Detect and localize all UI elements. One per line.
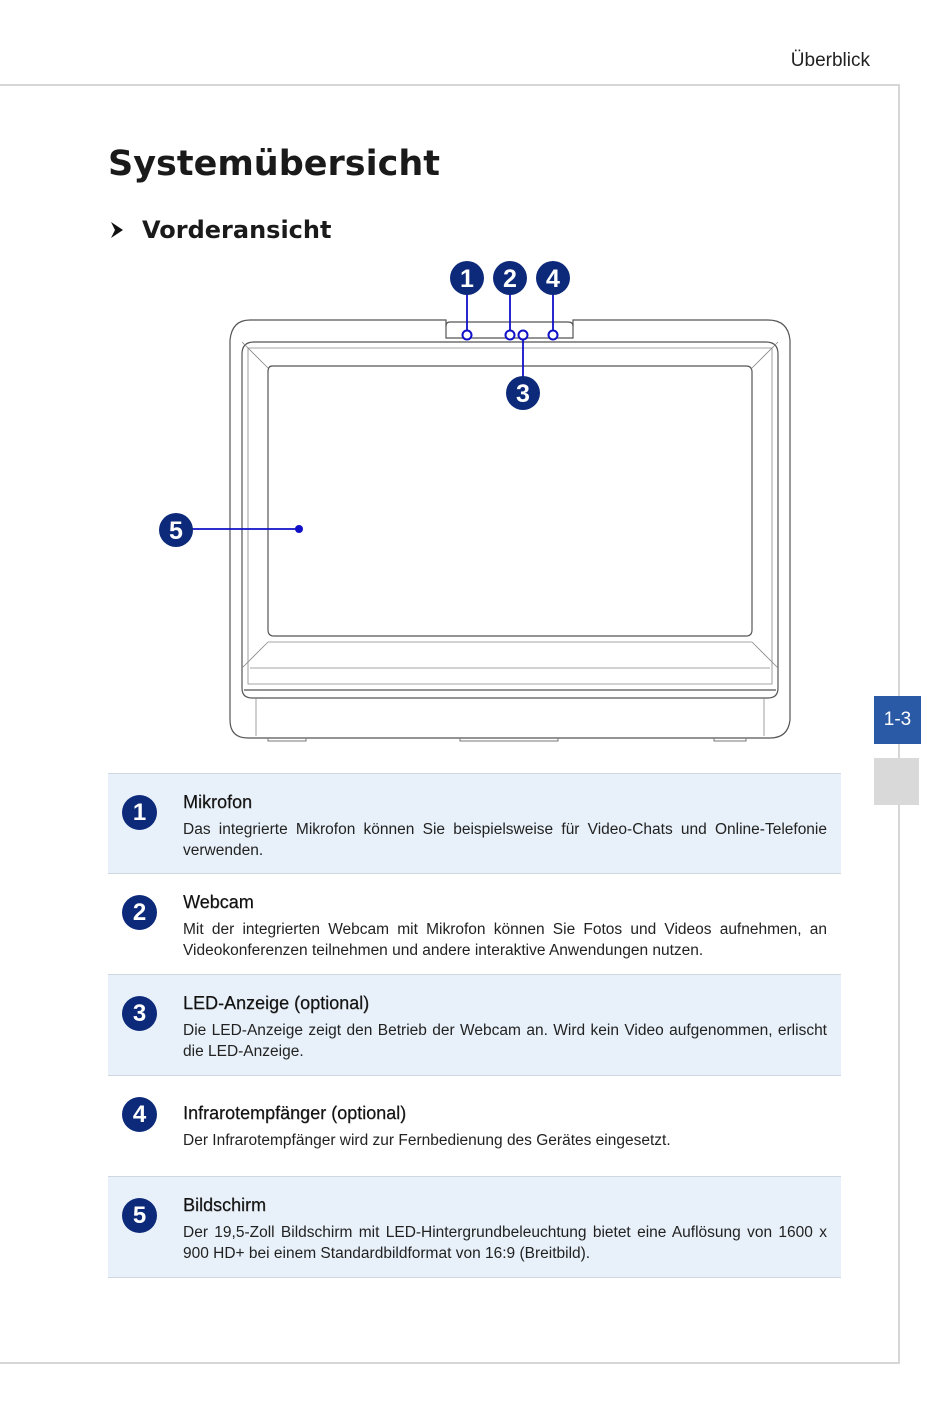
item-description: Die LED-Anzeige zeigt den Betrieb der Webcam an. Wird kein Video aufgenommen, erlischt die LED-Anzeige.: [183, 1022, 827, 1060]
list-item: [108, 975, 841, 1076]
side-tab-placeholder: [874, 758, 919, 805]
screen-indicator: [295, 525, 303, 533]
section-heading-label: Vorderansicht: [142, 216, 332, 244]
callout-badge-1: [450, 261, 484, 295]
component-list: [108, 773, 841, 1278]
svg-text:5: 5: [169, 517, 183, 545]
item-title: Bildschirm: [183, 1195, 267, 1215]
item-title: LED-Anzeige (optional): [183, 993, 370, 1013]
item-description: Mit der integrierten Webcam mit Mikrofon können Sie Fotos und Videos aufnehmen, an Videokonferenzen teilnehmen und andere interaktive Anwendungen nutzen.: [183, 921, 827, 959]
item-description: Der 19,5-Zoll Bildschirm mit LED-Hintergrundbeleuchtung bietet eine Auflösung von 1600 x 900 HD+ bei einem Standardbildformat von 16:9 (Breitbild).: [183, 1224, 827, 1262]
callout-badge-2: [493, 261, 527, 295]
item-description: Der Infrarotempfänger wird zur Fernbedienung des Gerätes eingesetzt.: [183, 1132, 671, 1149]
header-section-title: Überblick: [790, 50, 870, 71]
list-item: [108, 773, 841, 874]
item-title: Infrarotempfänger (optional): [183, 1103, 407, 1123]
list-item: [108, 874, 841, 975]
led-indicator: [519, 331, 528, 340]
item-number-badge: 4: [122, 1097, 157, 1132]
item-number-badge: 3: [122, 996, 157, 1031]
svg-text:3: 3: [516, 380, 530, 408]
callout-badge-5: [159, 513, 193, 547]
item-description: Das integrierte Mikrofon können Sie beispielsweise für Video-Chats und Online-Telefonie verwenden.: [183, 821, 827, 859]
callout-badge-4: [536, 261, 570, 295]
svg-text:4: 4: [546, 265, 560, 293]
svg-text:1: 1: [460, 265, 474, 293]
item-number-badge: 5: [122, 1198, 157, 1233]
callout-badge-3: [506, 376, 540, 410]
page-number-tab: 1-3: [874, 696, 921, 744]
item-number-badge: 1: [122, 795, 157, 830]
microphone-indicator: [463, 331, 472, 340]
item-title: Mikrofon: [183, 792, 253, 812]
item-title: Webcam: [183, 892, 254, 912]
item-number-badge: 2: [122, 895, 157, 930]
page-title: Systemübersicht: [108, 144, 440, 184]
svg-text:2: 2: [503, 265, 517, 293]
webcam-indicator: [506, 331, 515, 340]
list-item: [108, 1076, 841, 1177]
list-item: [108, 1177, 841, 1278]
infrared-indicator: [549, 331, 558, 340]
